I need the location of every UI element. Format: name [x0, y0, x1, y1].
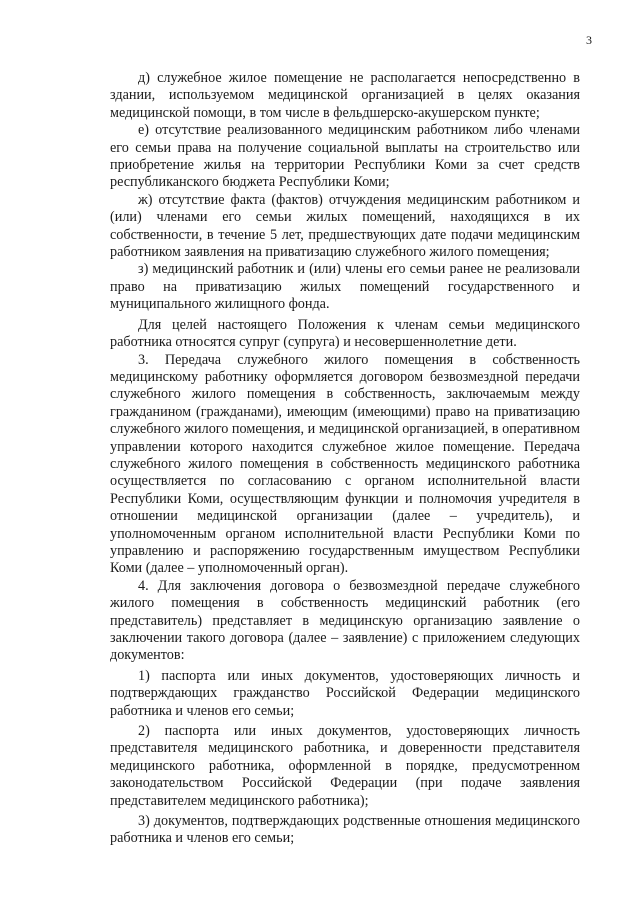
paragraph-2-representative-documents: 2) паспорта или иных документов, удостоверяющих личность представителя медицинского работника, и доверенности представителя медицинского работника, оформленной в порядке, предусмотренном законодательством Российской Федерации (при подаче заявления представителем медицинского работника);	[110, 723, 580, 809]
paragraph-4-application-documents: 4. Для заключения договора о безвозмездной передаче служебного жилого помещения в собственность медицинский работник (его представитель) представляет в медицинскую организацию заявление о заключении такого договора (далее – заявление) с приложением следующих документов:	[110, 577, 580, 664]
paragraph-3-kinship-documents: 3) документов, подтверждающих родственные отношения медицинского работника и членов его семьи;	[110, 813, 580, 847]
paragraph-e-no-housing-payment: е) отсутствие реализованного медицинским работником либо членами его семьи права на получение социальной выплаты на строительство или приобретение жилья на территории Республики Коми за счет средств республиканского бюджета Республики Коми;	[110, 122, 580, 191]
paragraph-family-members-definition: Для целей настоящего Положения к членам семьи медицинского работника относятся супруг (супруга) и несовершеннолетние дети.	[110, 316, 580, 351]
page-number: 3	[586, 33, 592, 47]
paragraph-z-no-prior-privatization: з) медицинский работник и (или) члены его семьи ранее не реализовали право на приватизацию жилых помещений государственного и муниципального жилищного фонда.	[110, 261, 580, 313]
paragraph-d-not-in-clinic-building: д) служебное жилое помещение не располагается непосредственно в здании, используемом медицинской организацией в целях оказания медицинской помощи, в том числе в фельдшерско-акушерском пункте;	[110, 70, 580, 121]
paragraph-3-transfer-agreement: 3. Передача служебного жилого помещения в собственность медицинскому работнику оформляется договором безвозмездной передачи служебного жилого помещения в собственность, заключаемым между гражданином (гражданами), имеющим (имеющими) право на приватизацию служебного жилого помещения, и медицинской организацией, в оперативном управлении которого находится служебное жилое помещение. Передача служебного жилого помещения в собственность медицинского работника осуществляется по согласованию с органом исполнительной власти Республики Коми, осуществляющим функции и полномочия учредителя в отношении медицинской организации (далее – учредитель), и уполномоченным органом исполнительной власти Республики Коми по управлению и распоряжению государственным имуществом Республики Коми (далее – уполномоченный орган).	[110, 351, 580, 577]
document-body	[110, 70, 580, 848]
paragraph-zh-no-property-alienation: ж) отсутствие факта (фактов) отчуждения медицинским работником и (или) членами его семьи жилых помещений, находящихся в их собственности, в течение 5 лет, предшествующих дате подачи медицинским работником заявления на приватизацию служебного жилого помещения;	[110, 191, 580, 261]
paragraph-1-passports-of-worker-family: 1) паспорта или иных документов, удостоверяющих личность и подтверждающих гражданство Российской Федерации медицинского работника и членов его семьи;	[110, 667, 580, 719]
